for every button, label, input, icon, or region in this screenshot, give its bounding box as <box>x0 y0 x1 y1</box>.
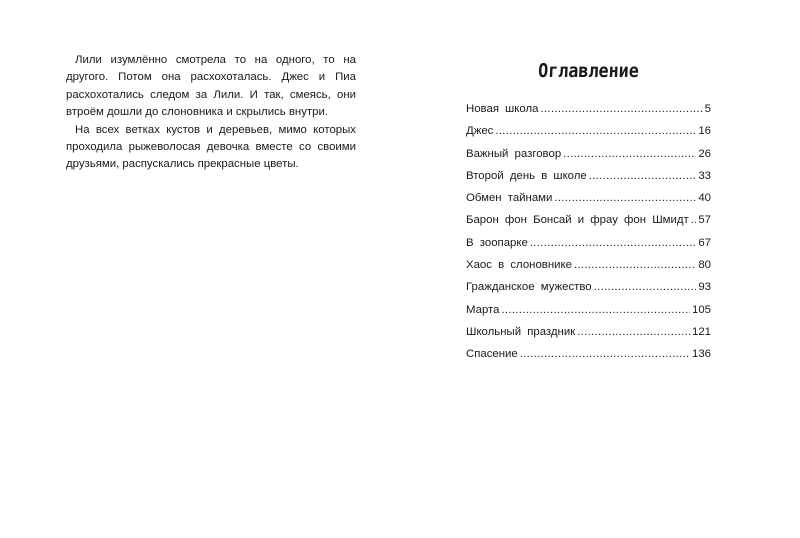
toc-entry-page: 5 <box>704 103 711 115</box>
toc-leader-dots <box>520 347 690 361</box>
toc-entry-page: 67 <box>698 236 711 249</box>
toc-entry[interactable] <box>466 169 711 191</box>
toc-entry-page: 121 <box>691 325 711 338</box>
toc-entry-page: 33 <box>698 169 711 182</box>
paragraph: На всех ветках кустов и деревьев, мимо которых проходила рыжеволосая девочка вместе со своими друзьями, распускались прекрасные цветы. <box>66 123 356 171</box>
toc-leader-dots <box>691 213 697 227</box>
toc-leader-dots <box>530 236 697 250</box>
toc-entry-label: Хаос в слоновнике <box>466 259 572 272</box>
table-of-contents <box>466 58 711 370</box>
toc-entry-page: 26 <box>698 147 711 160</box>
toc-entry-page: 93 <box>698 281 711 294</box>
toc-leader-dots <box>495 124 696 138</box>
toc-leader-dots <box>594 280 697 294</box>
toc-entry-page: 136 <box>691 348 711 361</box>
toc-leader-dots <box>589 169 697 183</box>
toc-entry-label: Марта <box>466 303 500 316</box>
toc-leader-dots <box>563 147 696 161</box>
toc-entry-page: 57 <box>698 214 711 227</box>
toc-entry-page: 80 <box>698 259 711 272</box>
toc-entry[interactable] <box>466 236 711 258</box>
toc-entry-label: Барон фон Бонсай и фрау фон Шмидт <box>466 214 689 227</box>
toc-list <box>466 102 711 370</box>
toc-entry[interactable] <box>466 258 711 280</box>
toc-entry[interactable] <box>466 325 711 347</box>
toc-entry-page: 105 <box>691 303 711 316</box>
toc-entry-label: В зоопарке <box>466 236 528 249</box>
toc-entry-label: Важный разговор <box>466 147 562 160</box>
toc-entry[interactable] <box>466 347 711 369</box>
toc-entry-label: Гражданское мужество <box>466 281 592 294</box>
toc-entry-label: Школьный праздник <box>466 325 576 338</box>
toc-entry-page: 40 <box>698 192 711 205</box>
toc-leader-dots <box>554 191 696 205</box>
toc-entry-label: Обмен тайнами <box>466 192 553 205</box>
left-page <box>66 52 356 174</box>
toc-entry-page: 16 <box>698 125 711 138</box>
toc-entry-label: Джес <box>466 125 494 138</box>
toc-entry-label: Второй день в школе <box>466 169 587 182</box>
toc-leader-dots <box>540 102 702 116</box>
toc-entry[interactable] <box>466 303 711 325</box>
paragraph: Лили изумлённо смотрела то на одного, то на другого. Потом она расхохоталась. Джес и Пиа расхохотались следом за Лили. И так, смеясь, они втроём дошли до слоновника и скрылись внутри. <box>66 54 356 119</box>
toc-entry[interactable] <box>466 191 711 213</box>
toc-entry[interactable] <box>466 280 711 302</box>
toc-entry[interactable] <box>466 147 711 169</box>
toc-entry[interactable] <box>466 124 711 146</box>
toc-entry[interactable] <box>466 102 711 124</box>
toc-leader-dots <box>501 303 690 317</box>
toc-entry-label: Спасение <box>466 348 518 361</box>
toc-leader-dots <box>574 258 696 272</box>
toc-entry-label: Новая школа <box>466 103 539 115</box>
toc-entry[interactable] <box>466 213 711 235</box>
toc-title: Оглавление <box>537 60 640 82</box>
toc-leader-dots <box>577 325 690 339</box>
